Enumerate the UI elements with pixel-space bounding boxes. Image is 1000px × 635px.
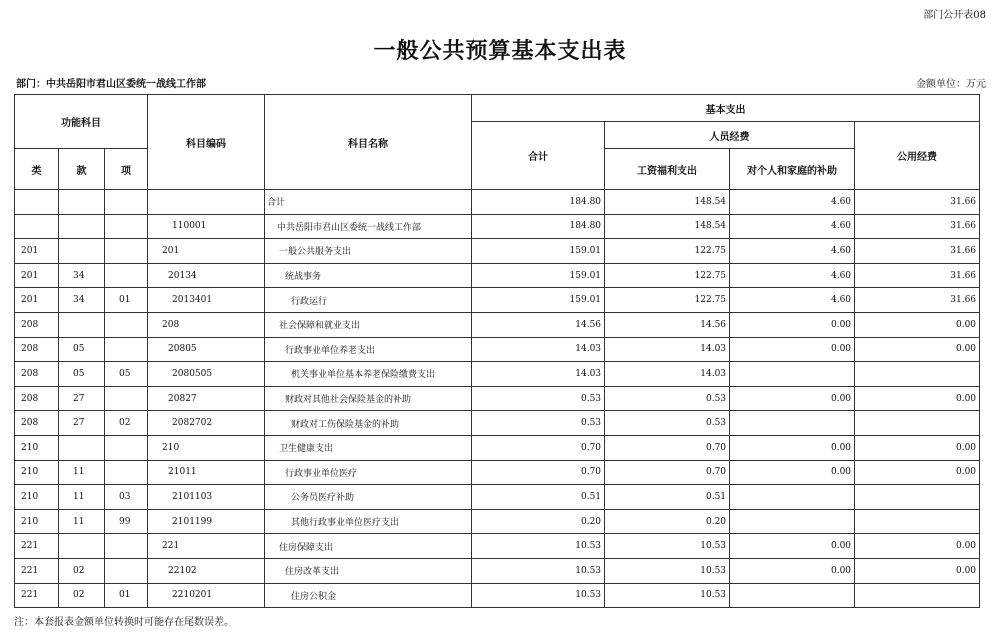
cell-salary: 10.53: [605, 583, 730, 608]
cell-kuan: 34: [59, 263, 105, 288]
cell-xiang: [105, 312, 148, 337]
page-title: 一般公共预算基本支出表: [373, 38, 627, 64]
table-row: [15, 239, 980, 264]
cell-name: 机关事业单位基本养老保险缴费支出: [265, 362, 472, 387]
cell-kuan: [59, 312, 105, 337]
cell-lei: 221: [15, 558, 59, 583]
cell-xiang: 01: [105, 583, 148, 608]
cell-kuan: 05: [59, 362, 105, 387]
form-number-label: 部门公开表08: [923, 10, 986, 21]
cell-salary: 122.75: [605, 263, 730, 288]
cell-subsidy: 4.60: [730, 214, 855, 239]
cell-kuan: [59, 239, 105, 264]
cell-salary: 0.70: [605, 435, 730, 460]
footnote: 注：本套报表金额单位转换时可能存在尾数误差。: [14, 617, 234, 628]
table-row: [15, 263, 980, 288]
cell-total: 10.53: [472, 583, 605, 608]
cell-total: 159.01: [472, 263, 605, 288]
cell-subsidy: 0.00: [730, 386, 855, 411]
cell-xiang: 03: [105, 485, 148, 510]
cell-kuan: [59, 435, 105, 460]
cell-name: 行政事业单位养老支出: [265, 337, 472, 362]
cell-total: 159.01: [472, 239, 605, 264]
cell-salary: 10.53: [605, 558, 730, 583]
cell-xiang: 99: [105, 509, 148, 534]
table-row: [15, 435, 980, 460]
cell-salary: 0.20: [605, 509, 730, 534]
cell-xiang: [105, 534, 148, 559]
cell-lei: [15, 214, 59, 239]
cell-code: 20134: [148, 263, 265, 288]
cell-xiang: [105, 460, 148, 485]
cell-kuan: 02: [59, 583, 105, 608]
cell-lei: 210: [15, 509, 59, 534]
cell-name: 统战事务: [265, 263, 472, 288]
cell-code: 110001: [148, 214, 265, 239]
header-salary: 工资福利支出: [605, 149, 730, 190]
cell-subsidy: [730, 362, 855, 387]
cell-total: 14.56: [472, 312, 605, 337]
cell-code: 21011: [148, 460, 265, 485]
cell-name: 财政对工伤保险基金的补助: [265, 411, 472, 436]
cell-lei: [15, 190, 59, 215]
cell-public: 0.00: [855, 460, 980, 485]
cell-subsidy: [730, 509, 855, 534]
header-xiang: 项: [105, 149, 148, 190]
cell-lei: 208: [15, 337, 59, 362]
table-row: [15, 362, 980, 387]
department-label: 部门：中共岳阳市君山区委统一战线工作部: [16, 79, 206, 90]
cell-salary: 14.03: [605, 337, 730, 362]
cell-salary: 148.54: [605, 214, 730, 239]
cell-name: 合计: [265, 190, 472, 215]
cell-xiang: [105, 190, 148, 215]
cell-subsidy: 4.60: [730, 263, 855, 288]
cell-code: 201: [148, 239, 265, 264]
cell-salary: 14.56: [605, 312, 730, 337]
table-row: [15, 288, 980, 313]
cell-subsidy: 4.60: [730, 239, 855, 264]
cell-kuan: 11: [59, 485, 105, 510]
cell-xiang: 01: [105, 288, 148, 313]
cell-xiang: [105, 263, 148, 288]
cell-lei: 208: [15, 386, 59, 411]
header-total: 合计: [472, 122, 605, 190]
cell-code: 2101199: [148, 509, 265, 534]
cell-xiang: [105, 239, 148, 264]
cell-code: 221: [148, 534, 265, 559]
cell-subsidy: 0.00: [730, 534, 855, 559]
cell-subsidy: [730, 485, 855, 510]
cell-salary: 0.51: [605, 485, 730, 510]
table-row: [15, 558, 980, 583]
cell-lei: 208: [15, 312, 59, 337]
cell-total: 10.53: [472, 558, 605, 583]
table-row: [15, 583, 980, 608]
cell-kuan: 27: [59, 386, 105, 411]
cell-subsidy: 0.00: [730, 460, 855, 485]
budget-expenditure-table: [14, 94, 980, 608]
header-subsidy: 对个人和家庭的补助: [730, 149, 855, 190]
cell-code: 20827: [148, 386, 265, 411]
cell-total: 0.70: [472, 435, 605, 460]
cell-subsidy: 0.00: [730, 435, 855, 460]
cell-name: 社会保障和就业支出: [265, 312, 472, 337]
cell-xiang: [105, 558, 148, 583]
cell-total: 0.53: [472, 386, 605, 411]
header-subject-name: 科目名称: [265, 95, 472, 190]
cell-kuan: 11: [59, 460, 105, 485]
header-personnel: 人员经费: [605, 122, 855, 149]
header-function-subject: 功能科目: [15, 95, 148, 149]
cell-subsidy: 4.60: [730, 288, 855, 313]
cell-total: 184.80: [472, 214, 605, 239]
cell-public: 0.00: [855, 386, 980, 411]
cell-lei: 201: [15, 263, 59, 288]
cell-kuan: [59, 534, 105, 559]
cell-lei: 221: [15, 534, 59, 559]
cell-lei: 208: [15, 411, 59, 436]
cell-lei: 208: [15, 362, 59, 387]
header-lei: 类: [15, 149, 59, 190]
cell-public: 31.66: [855, 263, 980, 288]
cell-public: [855, 485, 980, 510]
cell-code: 210: [148, 435, 265, 460]
cell-name: 卫生健康支出: [265, 435, 472, 460]
cell-kuan: [59, 190, 105, 215]
cell-lei: 210: [15, 435, 59, 460]
cell-public: [855, 509, 980, 534]
cell-public: 31.66: [855, 190, 980, 215]
cell-code: 20805: [148, 337, 265, 362]
cell-code: 2101103: [148, 485, 265, 510]
cell-public: 0.00: [855, 337, 980, 362]
cell-public: 0.00: [855, 312, 980, 337]
cell-total: 14.03: [472, 362, 605, 387]
cell-subsidy: [730, 583, 855, 608]
cell-public: 0.00: [855, 558, 980, 583]
cell-total: 14.03: [472, 337, 605, 362]
cell-name: 住房保障支出: [265, 534, 472, 559]
cell-lei: 221: [15, 583, 59, 608]
table-row: [15, 214, 980, 239]
cell-public: [855, 362, 980, 387]
cell-subsidy: 4.60: [730, 190, 855, 215]
header-basic-expenditure: 基本支出: [472, 95, 980, 122]
header-subject-code: 科目编码: [148, 95, 265, 190]
cell-xiang: 02: [105, 411, 148, 436]
cell-name: 中共岳阳市君山区委统一战线工作部: [265, 214, 472, 239]
cell-code: 2082702: [148, 411, 265, 436]
cell-kuan: 27: [59, 411, 105, 436]
header-kuan: 款: [59, 149, 105, 190]
cell-name: 财政对其他社会保险基金的补助: [265, 386, 472, 411]
cell-xiang: [105, 386, 148, 411]
cell-subsidy: 0.00: [730, 312, 855, 337]
cell-subsidy: [730, 411, 855, 436]
currency-unit-label: 金额单位：万元: [916, 79, 986, 90]
cell-salary: 10.53: [605, 534, 730, 559]
cell-xiang: [105, 214, 148, 239]
table-row: [15, 411, 980, 436]
cell-total: 184.80: [472, 190, 605, 215]
cell-public: 31.66: [855, 239, 980, 264]
cell-lei: 201: [15, 239, 59, 264]
cell-total: 0.20: [472, 509, 605, 534]
cell-lei: 210: [15, 460, 59, 485]
cell-code: 208: [148, 312, 265, 337]
cell-public: 31.66: [855, 214, 980, 239]
cell-code: 2013401: [148, 288, 265, 313]
cell-salary: 14.03: [605, 362, 730, 387]
cell-total: 10.53: [472, 534, 605, 559]
cell-salary: 0.70: [605, 460, 730, 485]
cell-lei: 201: [15, 288, 59, 313]
cell-salary: 0.53: [605, 386, 730, 411]
table-row: [15, 337, 980, 362]
cell-name: 一般公共服务支出: [265, 239, 472, 264]
table-row: [15, 509, 980, 534]
cell-code: [148, 190, 265, 215]
cell-public: [855, 583, 980, 608]
cell-lei: 210: [15, 485, 59, 510]
table-row: [15, 534, 980, 559]
cell-public: 31.66: [855, 288, 980, 313]
cell-kuan: 34: [59, 288, 105, 313]
cell-salary: 122.75: [605, 288, 730, 313]
header-public-funds: 公用经费: [855, 122, 980, 190]
cell-code: 2210201: [148, 583, 265, 608]
cell-name: 住房改革支出: [265, 558, 472, 583]
cell-public: 0.00: [855, 534, 980, 559]
cell-salary: 122.75: [605, 239, 730, 264]
table-row: [15, 460, 980, 485]
cell-total: 0.51: [472, 485, 605, 510]
cell-kuan: [59, 214, 105, 239]
cell-total: 0.53: [472, 411, 605, 436]
table-row: [15, 386, 980, 411]
cell-total: 0.70: [472, 460, 605, 485]
cell-code: 2080505: [148, 362, 265, 387]
cell-name: 公务员医疗补助: [265, 485, 472, 510]
table-row: [15, 312, 980, 337]
cell-kuan: 02: [59, 558, 105, 583]
table-row: [15, 485, 980, 510]
cell-kuan: 11: [59, 509, 105, 534]
cell-kuan: 05: [59, 337, 105, 362]
cell-code: 22102: [148, 558, 265, 583]
cell-total: 159.01: [472, 288, 605, 313]
cell-subsidy: 0.00: [730, 337, 855, 362]
cell-xiang: [105, 337, 148, 362]
cell-name: 住房公积金: [265, 583, 472, 608]
cell-xiang: 05: [105, 362, 148, 387]
cell-salary: 0.53: [605, 411, 730, 436]
cell-name: 行政事业单位医疗: [265, 460, 472, 485]
table-row: [15, 190, 980, 215]
cell-subsidy: 0.00: [730, 558, 855, 583]
cell-name: 其他行政事业单位医疗支出: [265, 509, 472, 534]
cell-name: 行政运行: [265, 288, 472, 313]
cell-xiang: [105, 435, 148, 460]
cell-public: 0.00: [855, 435, 980, 460]
cell-public: [855, 411, 980, 436]
cell-salary: 148.54: [605, 190, 730, 215]
